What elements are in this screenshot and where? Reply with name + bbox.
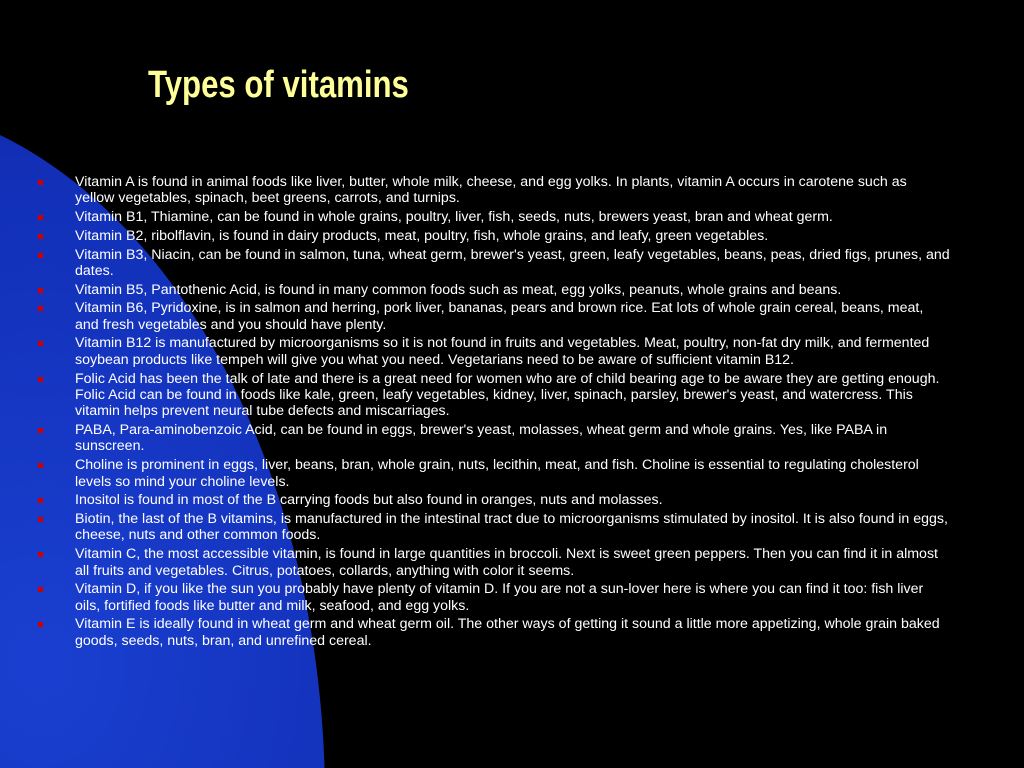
bullet-text: Biotin, the last of the B vitamins, is manufactured in the intestinal tract due to microorganisms stimulated by inositol. It is also found in eggs, cheese, nuts and other common foods. bbox=[75, 510, 948, 544]
bullet-marker-icon bbox=[38, 622, 43, 627]
bullet-text: Vitamin B6, Pyridoxine, is in salmon and herring, pork liver, bananas, pears and brown rice. Eat lots of whole grain cereal, beans, meat, and fresh vegetables and you should have plenty. bbox=[75, 300, 924, 333]
slide-title: Types of vitamins bbox=[148, 64, 409, 106]
bullet-item bbox=[38, 581, 950, 614]
bullet-item bbox=[38, 511, 950, 544]
bullet-text: Vitamin A is found in animal foods like liver, butter, whole milk, cheese, and egg yolks. In plants, vitamin A occurs in carotene such as yellow vegetables, spinach, beet greens, carrots, and turnips. bbox=[75, 174, 907, 207]
bullet-text: Vitamin B1, Thiamine, can be found in whole grains, poultry, liver, fish, seeds, nuts, brewers yeast, bran and wheat germ. bbox=[75, 209, 833, 226]
bullet-item bbox=[38, 616, 950, 649]
bullet-text: Vitamin B5, Pantothenic Acid, is found in many common foods such as meat, egg yolks, peanuts, whole grains and beans. bbox=[75, 281, 842, 298]
bullet-text: Inositol is found in most of the B carrying foods but also found in oranges, nuts and molasses. bbox=[75, 492, 663, 509]
bullet-marker-icon bbox=[38, 234, 43, 239]
bullet-marker-icon bbox=[38, 587, 43, 592]
bullet-marker-icon bbox=[38, 377, 43, 382]
bullet-text: PABA, Para-aminobenzoic Acid, can be found in eggs, brewer's yeast, molasses, wheat germ and whole grains. Yes, like PABA in sunscreen. bbox=[75, 422, 888, 455]
bullet-list bbox=[38, 174, 950, 651]
bullet-text: Vitamin B3, Niacin, can be found in salmon, tuna, wheat germ, brewer's yeast, green, leafy vegetables, beans, peas, dried figs, prunes, and dates. bbox=[75, 246, 950, 279]
bullet-item bbox=[38, 546, 950, 579]
bullet-marker-icon bbox=[38, 215, 43, 220]
bullet-item bbox=[38, 247, 950, 280]
bullet-item bbox=[38, 209, 950, 225]
bullet-item bbox=[38, 422, 950, 455]
bullet-marker-icon bbox=[38, 463, 43, 468]
bullet-marker-icon bbox=[38, 552, 43, 557]
bullet-marker-icon bbox=[38, 288, 43, 293]
bullet-marker-icon bbox=[38, 517, 43, 522]
bullet-marker-icon bbox=[38, 498, 43, 503]
bullet-text: Folic Acid has been the talk of late and there is a great need for women who are of child bearing age to be aware they are getting enough. Folic Acid can be found in foods like kale, green, leafy vegetables, kidney, liver, spinach, parsley, brewer's yeast, and watercress. This vitamin helps prevent neural tube defects and miscarriages. bbox=[75, 370, 940, 420]
bullet-text: Vitamin B2, ribolflavin, is found in dairy products, meat, poultry, fish, whole grains, and leafy, green vegetables. bbox=[75, 227, 769, 244]
bullet-item bbox=[38, 335, 950, 368]
bullet-marker-icon bbox=[38, 306, 43, 311]
bullet-text: Vitamin E is ideally found in wheat germ and wheat germ oil. The other ways of getting it sound a little more appetizing, whole grain baked goods, seeds, nuts, bran, and unrefined cereal. bbox=[75, 616, 940, 649]
bullet-item bbox=[38, 371, 950, 420]
bullet-item bbox=[38, 282, 950, 298]
bullet-item bbox=[38, 300, 950, 333]
bullet-item bbox=[38, 457, 950, 490]
bullet-text: Vitamin C, the most accessible vitamin, is found in large quantities in broccoli. Next is sweet green peppers. Then you can find it in almost all fruits and vegetables. Citrus, potatoes, collards, anything with color it seems. bbox=[75, 546, 938, 579]
bullet-marker-icon bbox=[38, 428, 43, 433]
bullet-marker-icon bbox=[38, 180, 43, 185]
bullet-item bbox=[38, 492, 950, 508]
bullet-item bbox=[38, 228, 950, 244]
bullet-item bbox=[38, 174, 950, 207]
bullet-marker-icon bbox=[38, 253, 43, 258]
bullet-marker-icon bbox=[38, 341, 43, 346]
bullet-text: Vitamin B12 is manufactured by microorganisms so it is not found in fruits and vegetables. Meat, poultry, non-fat dry milk, and fermented soybean products like tempeh will give you what you need. Vegetarians need to be aware of sufficient vitamin B12. bbox=[75, 335, 930, 368]
bullet-text: Choline is prominent in eggs, liver, beans, bran, whole grain, nuts, lecithin, meat, and fish. Choline is essential to regulating cholesterol levels so mind your choline levels. bbox=[75, 457, 919, 490]
bullet-text: Vitamin D, if you like the sun you probably have plenty of vitamin D. If you are not a sun-lover here is where you can find it too: fish liver oils, fortified foods like butter and milk, seafood, and egg yolks. bbox=[75, 581, 924, 614]
